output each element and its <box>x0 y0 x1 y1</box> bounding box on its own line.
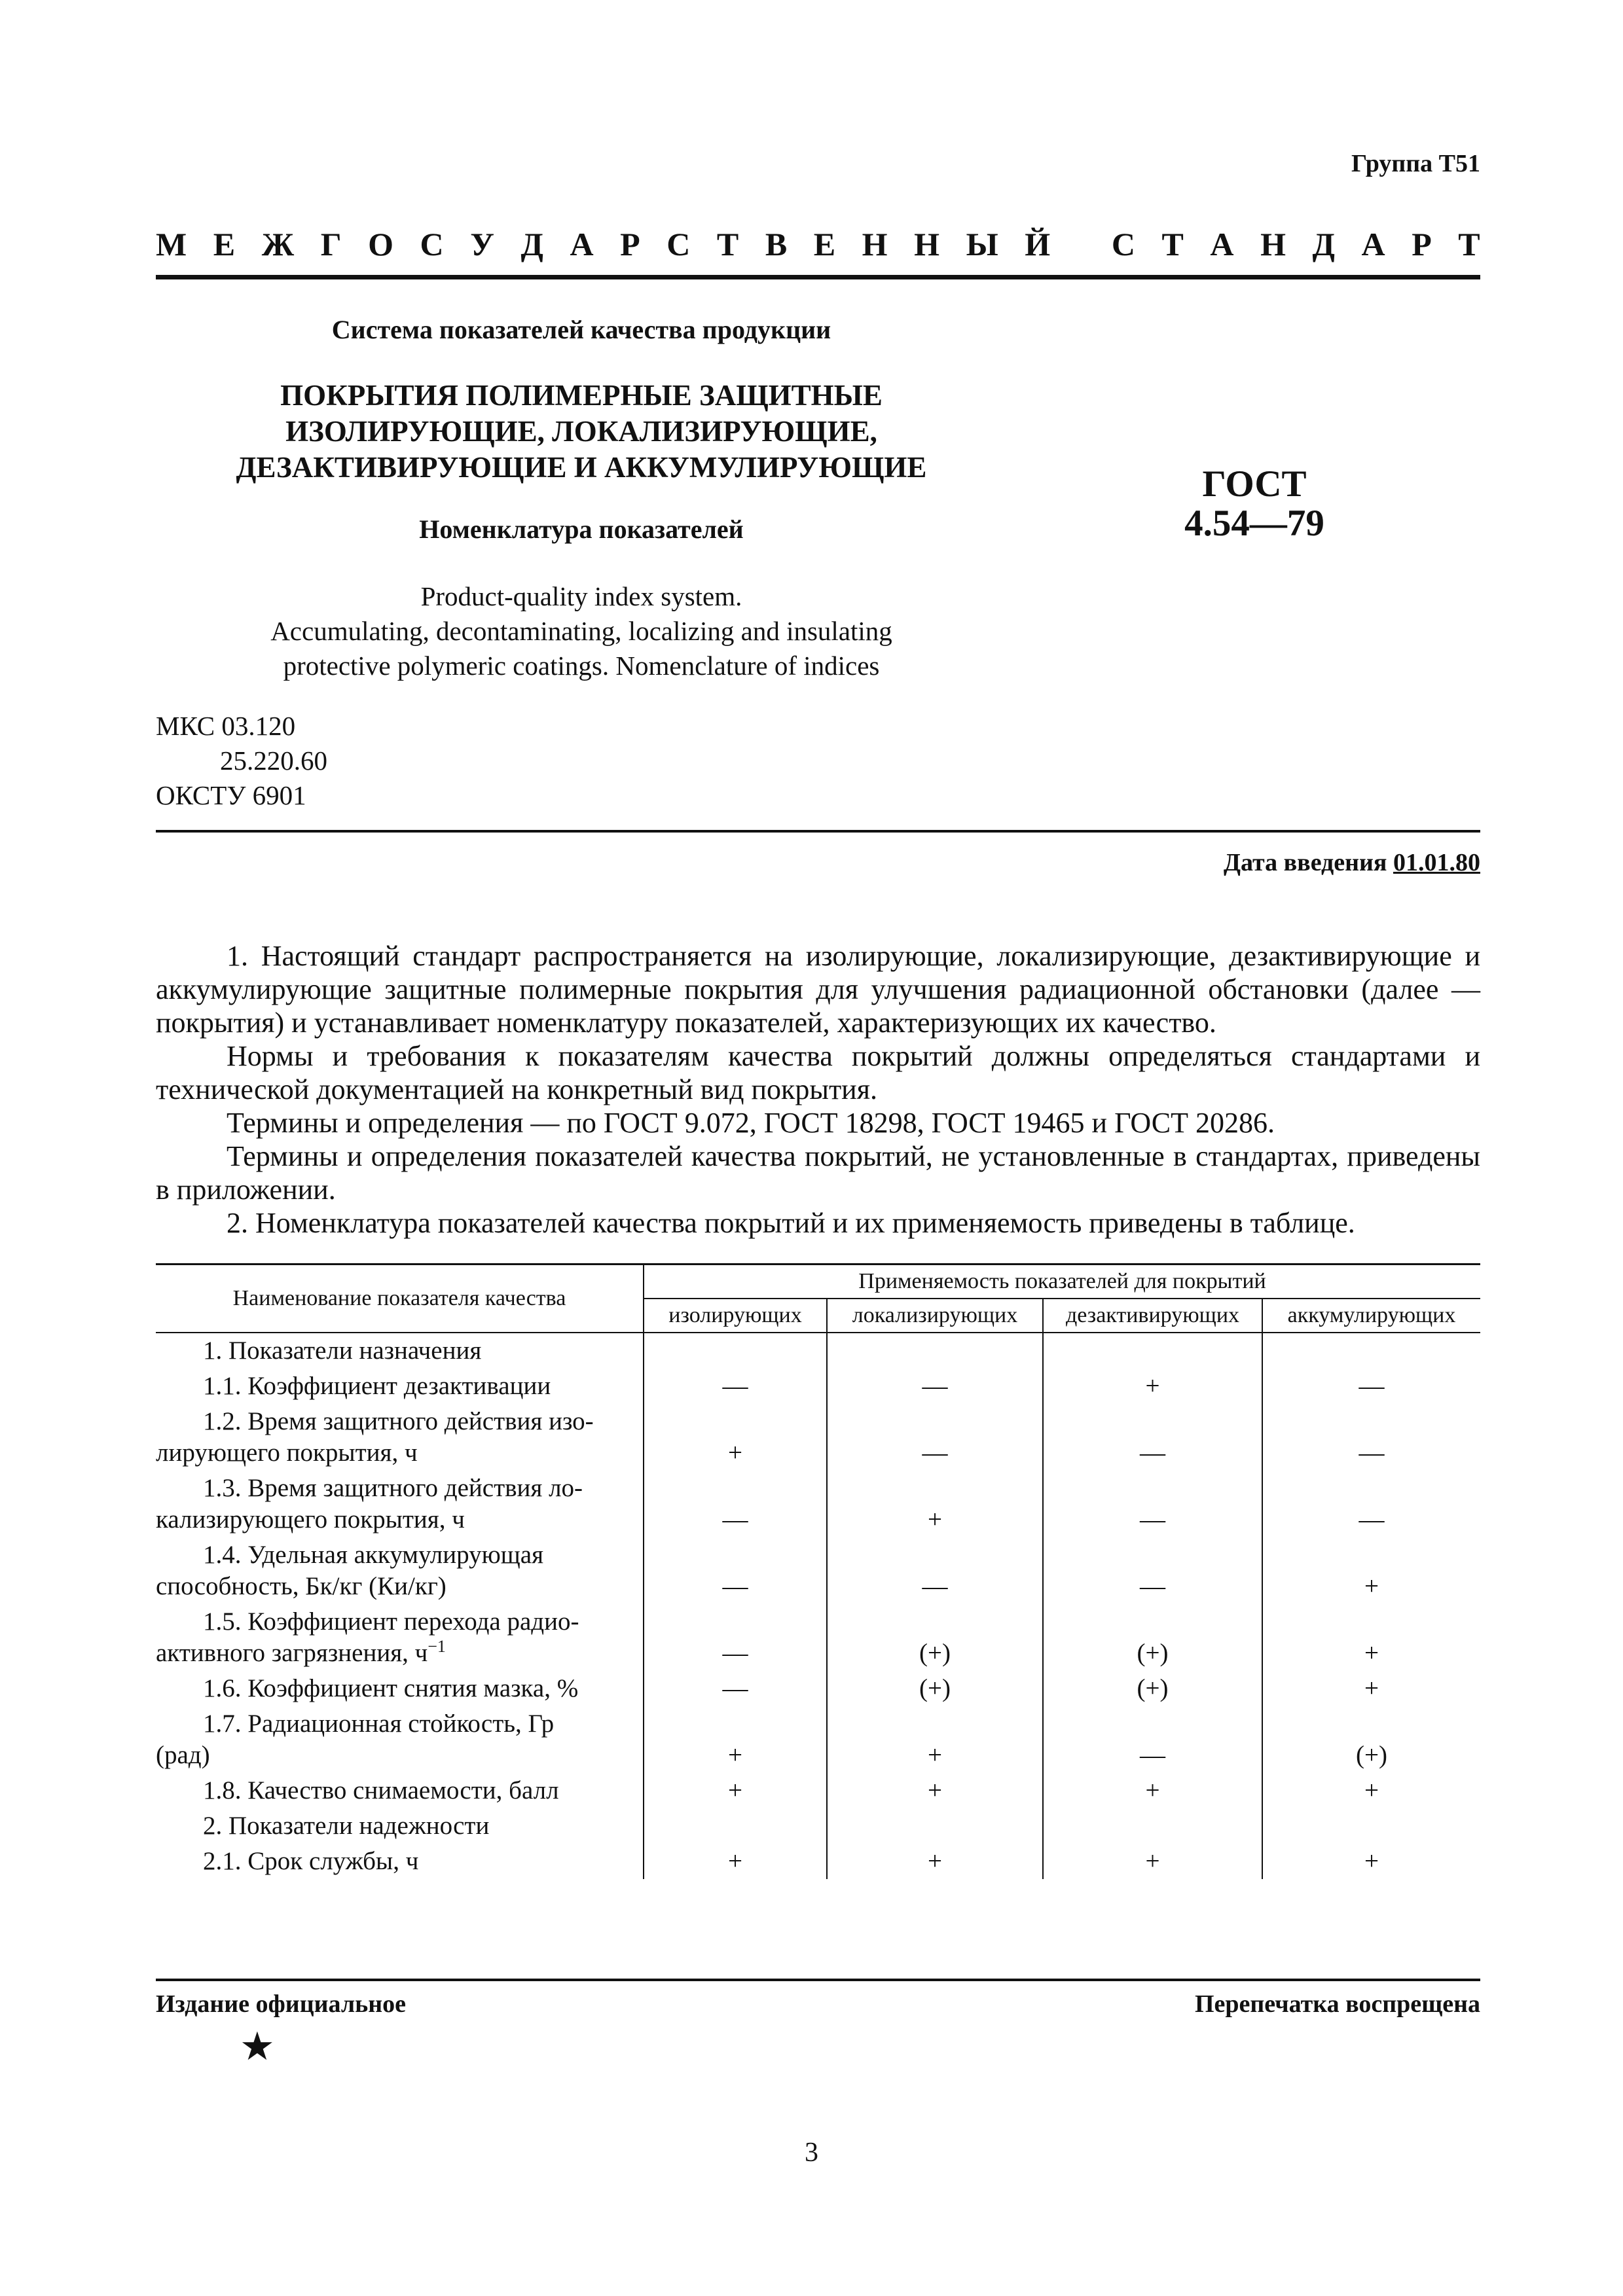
cell-value <box>644 1333 827 1369</box>
cell-value: — <box>827 1404 1043 1471</box>
table-row <box>156 1471 1480 1537</box>
paragraph: 1. Настоящий стандарт распространяется на изолирующие, локализирующие, дезактивирующие и аккумулирующие защитные полимерные покрытия для улучшения радиационной обстановки (далее — покрытия) и устанавливает номенклатуру показателей, характеризующих их качество. <box>156 940 1480 1039</box>
cell-value: — <box>1262 1369 1480 1404</box>
cell-value: — <box>644 1537 827 1604</box>
row-name-line <box>156 1638 639 1669</box>
indicators-table <box>156 1263 1480 1879</box>
title-line: ИЗОЛИРУЮЩИЕ, ЛОКАЛИЗИРУЮЩИЕ, <box>285 415 877 448</box>
row-name: 1.6. Коэффициент снятия мазка, % <box>203 1674 579 1702</box>
paragraph: Нормы и требования к показателям качества покрытий должны определяться стандартами и технической документацией на конкретный вид покрытия. <box>156 1040 1480 1105</box>
classification-codes <box>156 709 327 813</box>
cell-value: + <box>644 1844 827 1879</box>
cell-value: — <box>1262 1471 1480 1537</box>
banner-letter: Н <box>1260 226 1286 262</box>
title-block-rule <box>156 830 1480 833</box>
cell-value: + <box>1043 1844 1262 1879</box>
cell-value: (+) <box>1043 1671 1262 1706</box>
banner-letter: Т <box>716 226 739 262</box>
gost-designation <box>1137 465 1372 543</box>
banner-letter: Т <box>1161 226 1184 262</box>
cell-value <box>1043 1808 1262 1844</box>
cell-value: — <box>1043 1404 1262 1471</box>
effective-date-value: 01.01.80 <box>1393 849 1480 876</box>
english-title <box>156 579 1007 683</box>
row-name-line: кализирующего покрытия, ч <box>156 1505 465 1534</box>
cell-value: — <box>644 1671 827 1706</box>
effective-date-label: Дата введения <box>1223 849 1387 876</box>
reprint-prohibited-label: Перепечатка воспрещена <box>1194 1990 1480 2018</box>
table-row <box>156 1404 1480 1471</box>
row-name-line: 1.7. Радиационная стойкость, Гр <box>203 1710 555 1738</box>
banner-letter: О <box>368 226 393 262</box>
banner-letter: Н <box>914 226 940 262</box>
row-name-line: лирующего покрытия, ч <box>156 1439 418 1467</box>
table-row <box>156 1773 1480 1808</box>
table-row <box>156 1537 1480 1604</box>
cell-value: — <box>827 1537 1043 1604</box>
row-name-line: способность, Бк/кг (Ки/кг) <box>156 1572 447 1600</box>
column-header-insulating: изолирующих <box>644 1299 827 1333</box>
banner-letter: Р <box>1412 226 1432 262</box>
row-name-line: 1.2. Время защитного действия изо- <box>203 1407 594 1435</box>
cell-value: + <box>827 1471 1043 1537</box>
row-name <box>156 1604 644 1671</box>
cell-value <box>1262 1333 1480 1369</box>
column-header-applicability: Применяемость показателей для покрытий <box>644 1265 1480 1299</box>
table-row <box>156 1604 1480 1671</box>
banner-letter: А <box>1361 226 1385 262</box>
banner-letter: Д <box>1312 226 1335 262</box>
row-name <box>156 1404 644 1471</box>
cell-value: + <box>1262 1773 1480 1808</box>
column-header-localizing: локализирующих <box>827 1299 1043 1333</box>
gost-label: ГОСТ <box>1202 463 1307 505</box>
column-header-decontaminating: дезактивирующих <box>1043 1299 1262 1333</box>
row-name: 2. Показатели надежности <box>203 1812 490 1840</box>
gost-number: 4.54—79 <box>1184 503 1324 544</box>
cell-value <box>1043 1333 1262 1369</box>
superscript: −1 <box>428 1637 446 1656</box>
table-row <box>156 1844 1480 1879</box>
banner-letter: С <box>666 226 691 262</box>
cell-value: (+) <box>827 1604 1043 1671</box>
column-header-indicator: Наименование показателя качества <box>156 1265 644 1333</box>
table-row <box>156 1671 1480 1706</box>
row-name-text: активного загрязнения, ч <box>156 1639 428 1667</box>
cell-value: — <box>644 1471 827 1537</box>
system-heading: Система показателей качества продукции <box>331 315 831 344</box>
banner-gap <box>1077 225 1085 263</box>
banner-letter: М <box>156 226 187 262</box>
cell-value: — <box>827 1369 1043 1404</box>
cell-value: — <box>644 1604 827 1671</box>
banner-letter: А <box>570 226 594 262</box>
cell-value <box>1262 1808 1480 1844</box>
cell-value: + <box>827 1844 1043 1879</box>
english-title-line: protective polymeric coatings. Nomenclature of indices <box>283 651 880 681</box>
row-name: 2.1. Срок службы, ч <box>203 1847 419 1875</box>
paragraph: 2. Номенклатура показателей качества покрытий и их применяемость приведены в таблице. <box>227 1207 1355 1239</box>
cell-value: + <box>644 1706 827 1773</box>
table-row <box>156 1369 1480 1404</box>
document-title <box>156 378 1007 486</box>
cell-value: + <box>827 1773 1043 1808</box>
cell-value: — <box>1262 1404 1480 1471</box>
footer-rule <box>156 1979 1480 1981</box>
cell-value: + <box>1262 1671 1480 1706</box>
table-row <box>156 1808 1480 1844</box>
cell-value: (+) <box>1043 1604 1262 1671</box>
cell-value <box>827 1333 1043 1369</box>
cell-value: + <box>1043 1773 1262 1808</box>
banner-letter: Д <box>520 226 543 262</box>
row-name: 1.1. Коэффициент дезактивации <box>203 1372 551 1400</box>
banner-letter: Н <box>862 226 888 262</box>
banner-letter: У <box>470 226 494 262</box>
row-name: 1.8. Качество снимаемости, балл <box>203 1776 559 1804</box>
official-edition-label: Издание официальное <box>156 1990 407 2018</box>
banner-letter: Ж <box>261 226 295 262</box>
row-name-line: 1.5. Коэффициент перехода радио- <box>203 1607 579 1636</box>
paragraph: Термины и определения — по ГОСТ 9.072, ГОСТ 18298, ГОСТ 19465 и ГОСТ 20286. <box>227 1107 1275 1139</box>
cell-value: + <box>644 1773 827 1808</box>
banner-letter: А <box>1210 226 1234 262</box>
cell-value: + <box>1262 1844 1480 1879</box>
banner-letter: С <box>1111 226 1135 262</box>
cell-value: + <box>1043 1369 1262 1404</box>
banner-letter: Р <box>620 226 640 262</box>
banner-letter: Т <box>1458 226 1480 262</box>
banner-letter: Е <box>213 226 236 262</box>
cell-value <box>827 1808 1043 1844</box>
page-number: 3 <box>805 2138 818 2168</box>
cell-value <box>644 1808 827 1844</box>
okstu-code: ОКСТУ 6901 <box>156 780 306 810</box>
title-line: ДЕЗАКТИВИРУЮЩИЕ И АККУМУЛИРУЮЩИЕ <box>236 451 927 484</box>
header-rule <box>156 275 1480 279</box>
cell-value: — <box>644 1369 827 1404</box>
group-code: Группа Т51 <box>1351 150 1480 177</box>
row-name-line: (рад) <box>156 1741 210 1769</box>
english-title-line: Accumulating, decontaminating, localizing and insulating <box>270 616 892 646</box>
cell-value: — <box>1043 1471 1262 1537</box>
banner-letter: Г <box>320 226 342 262</box>
cell-value: + <box>1262 1604 1480 1671</box>
banner-letter: Ы <box>966 226 998 262</box>
banner-letter: Е <box>813 226 836 262</box>
row-name-line: 1.4. Удельная аккумулирующая <box>203 1541 544 1569</box>
column-header-accumulating: аккумулирующих <box>1262 1299 1480 1333</box>
banner-letter: Й <box>1025 226 1051 262</box>
table-row <box>156 1706 1480 1773</box>
cell-value: (+) <box>1262 1706 1480 1773</box>
paragraph: Термины и определения показателей качества покрытий, не установленные в стандартах, приведены в приложении. <box>156 1140 1480 1206</box>
cell-value: + <box>1262 1537 1480 1604</box>
interstate-standard-banner <box>156 225 1480 263</box>
row-name <box>156 1537 644 1604</box>
row-name-line: 1.3. Время защитного действия ло- <box>203 1474 583 1502</box>
cell-value: — <box>1043 1706 1262 1773</box>
nomenclature-subtitle: Номенклатура показателей <box>419 514 744 544</box>
row-name <box>156 1471 644 1537</box>
cell-value: — <box>1043 1537 1262 1604</box>
mks-code-2: 25.220.60 <box>220 745 327 776</box>
title-line: ПОКРЫТИЯ ПОЛИМЕРНЫЕ ЗАЩИТНЫЕ <box>280 379 883 412</box>
mks-code: МКС 03.120 <box>156 711 296 741</box>
banner-letter: С <box>420 226 444 262</box>
english-title-line: Product-quality index system. <box>420 581 742 611</box>
cell-value: + <box>827 1706 1043 1773</box>
table-row <box>156 1333 1480 1369</box>
row-name: 1. Показатели назначения <box>203 1336 482 1365</box>
row-name <box>156 1706 644 1773</box>
body-text <box>156 939 1480 1240</box>
banner-letter: В <box>765 226 788 262</box>
star-icon: ★ <box>240 2025 275 2068</box>
effective-date <box>1224 848 1480 877</box>
cell-value: (+) <box>827 1671 1043 1706</box>
cell-value: + <box>644 1404 827 1471</box>
